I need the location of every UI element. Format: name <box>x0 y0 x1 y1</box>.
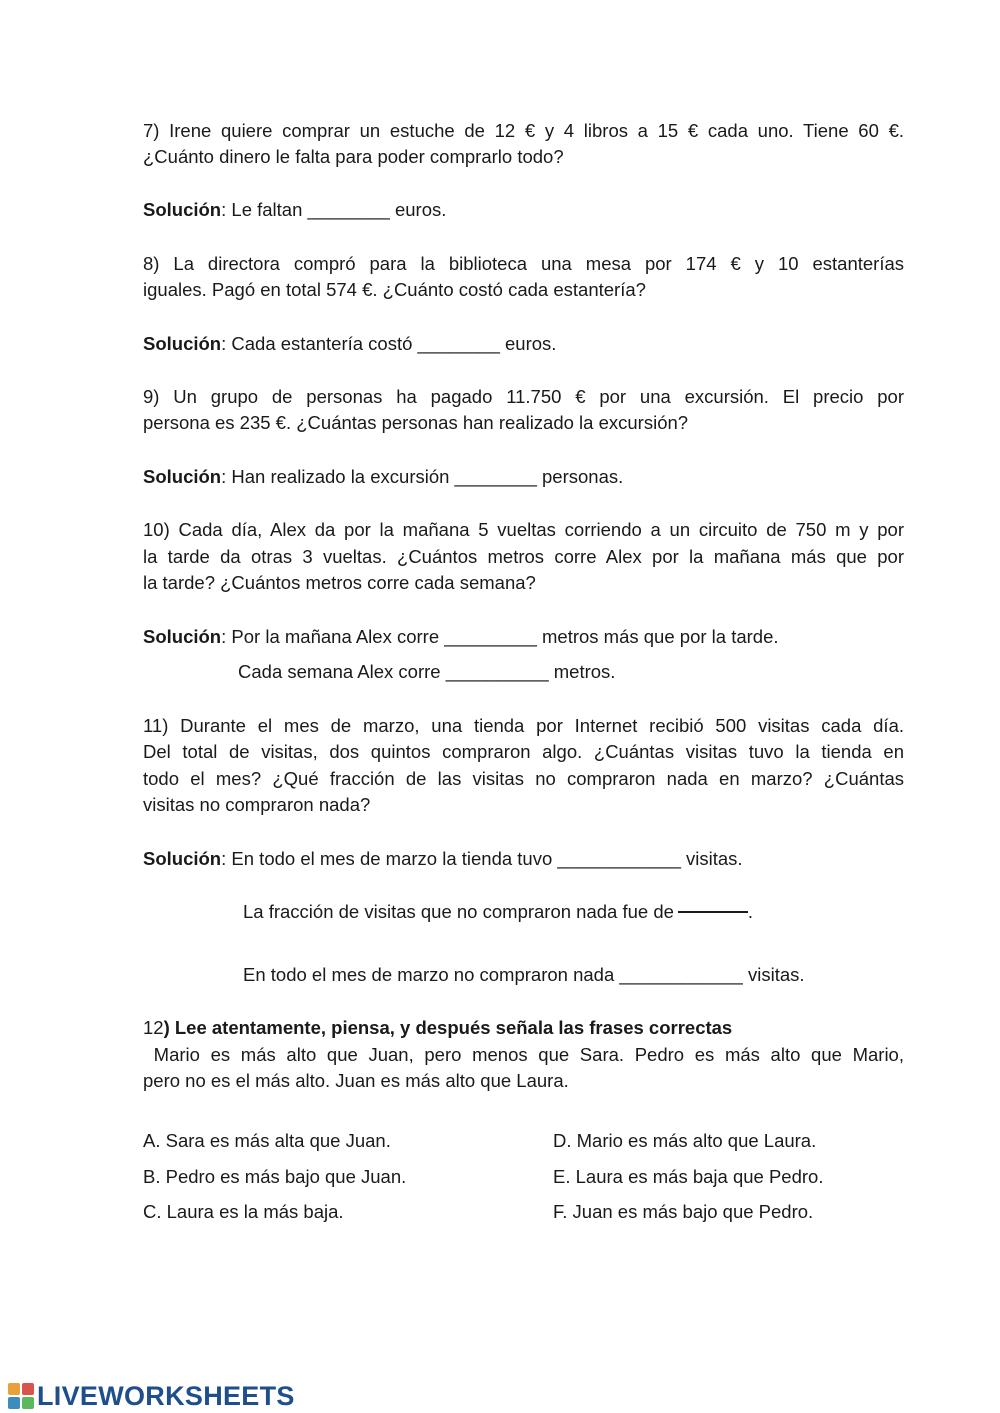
q8-solution <box>143 331 904 357</box>
option-e[interactable]: E. Laura es más baja que Pedro. <box>553 1166 824 1187</box>
q11-answer-blank-1[interactable]: : En todo el mes de marzo la tienda tuvo ____________ visitas. <box>221 848 743 869</box>
q12-number: 12 <box>143 1017 164 1038</box>
q7-answer-blank[interactable]: : Le faltan ________ euros. <box>221 199 447 220</box>
q11-solution <box>143 846 904 872</box>
option-b[interactable]: B. Pedro es más bajo que Juan. <box>143 1166 407 1187</box>
q7-line-2: ¿Cuánto dinero le falta para poder comprarlo todo? <box>143 146 564 167</box>
option-a[interactable]: A. Sara es más alta que Juan. <box>143 1130 391 1151</box>
solution-label: Solución <box>143 848 222 869</box>
q9-line-1: 9) Un grupo de personas ha pagado 11.750 € por una excursión. El precio por <box>143 386 904 407</box>
q11-line-2: Del total de visitas, dos quintos compraron algo. ¿Cuántas visitas tuvo la tienda en <box>143 741 904 762</box>
solution-label: Solución <box>143 199 222 220</box>
option-f[interactable]: F. Juan es más bajo que Pedro. <box>553 1201 814 1222</box>
q12-heading-text: ) Lee atentamente, piensa, y después señala las frases correctas <box>163 1017 733 1038</box>
q10-answer-blank-2[interactable]: Cada semana Alex corre __________ metros. <box>238 661 616 682</box>
solution-label: Solución <box>143 333 222 354</box>
solution-label: Solución <box>143 626 222 647</box>
q8-line-1: 8) La directora compró para la biblioteca una mesa por 174 € y 10 estanterías <box>143 253 904 274</box>
q11-line-4: visitas no compraron nada? <box>143 794 371 815</box>
q11-answer-blank-3[interactable]: En todo el mes de marzo no compraron nada ____________ visitas. <box>243 964 805 985</box>
q10-line-2: la tarde da otras 3 vueltas. ¿Cuántos metros corre Alex por la mañana más que por <box>143 546 904 567</box>
q11-line-3: todo el mes? ¿Qué fracción de las visitas no compraron nada en marzo? ¿Cuántas <box>143 768 904 789</box>
q10-line-1: 10) Cada día, Alex da por la mañana 5 vueltas corriendo a un circuito de 750 m y por <box>143 519 904 540</box>
logo-grid-icon <box>8 1383 34 1409</box>
q7-line-1: 7) Irene quiere comprar un estuche de 12 € y 4 libros a 15 € cada uno. Tiene 60 €. <box>143 120 904 141</box>
q11-fraction-text: La fracción de visitas que no compraron nada fue de <box>243 901 674 922</box>
liveworksheets-logo[interactable] <box>8 1381 295 1411</box>
q9-line-2: persona es 235 €. ¿Cuántas personas han realizado la excursión? <box>143 412 689 433</box>
q7-solution <box>143 197 904 223</box>
q12-line-2: pero no es el más alto. Juan es más alto que Laura. <box>143 1070 569 1091</box>
solution-label: Solución <box>143 466 222 487</box>
option-d[interactable]: D. Mario es más alto que Laura. <box>553 1130 817 1151</box>
q10-line-3: la tarde? ¿Cuántos metros corre cada semana? <box>143 572 536 593</box>
q11-line-1: 11) Durante el mes de marzo, una tienda por Internet recibió 500 visitas cada día. <box>143 715 904 736</box>
q8-answer-blank[interactable]: : Cada estantería costó ________ euros. <box>221 333 557 354</box>
q12-heading <box>143 1015 904 1041</box>
option-c[interactable]: C. Laura es la más baja. <box>143 1201 344 1222</box>
q8-line-2: iguales. Pagó en total 574 €. ¿Cuánto costó cada estantería? <box>143 279 646 300</box>
logo-text: LIVEWORKSHEETS <box>37 1380 295 1411</box>
q11-fraction-line: La fracción de visitas que no compraron nada fue de . <box>243 901 754 922</box>
q10-solution <box>143 624 904 650</box>
q12-line-1: Mario es más alto que Juan, pero menos que Sara. Pedro es más alto que Mario, <box>143 1044 904 1065</box>
q10-answer-blank-1[interactable]: : Por la mañana Alex corre _________ metros más que por la tarde. <box>221 626 779 647</box>
q9-answer-blank[interactable]: : Han realizado la excursión ________ personas. <box>221 466 624 487</box>
fraction-answer-blank[interactable] <box>678 911 748 913</box>
q9-solution <box>143 464 904 490</box>
